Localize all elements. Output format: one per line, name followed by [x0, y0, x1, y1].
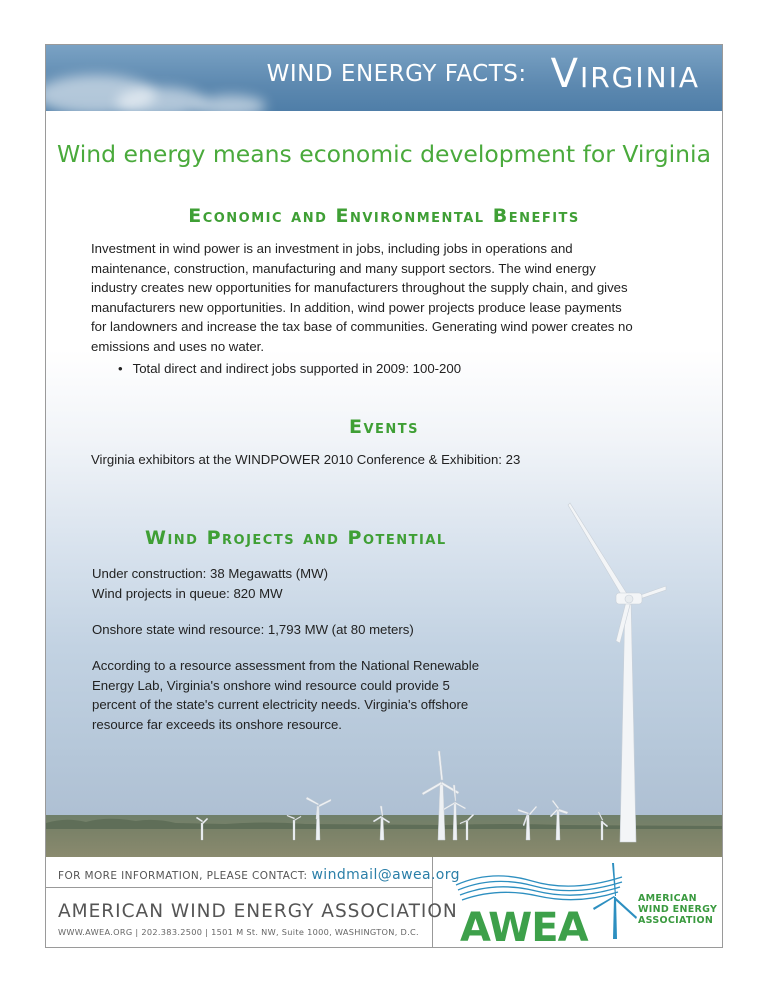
bullet-icon: •: [118, 361, 123, 376]
footer: [46, 857, 722, 948]
contact-label: FOR MORE INFORMATION, PLEASE CONTACT:: [58, 870, 308, 882]
jobs-bullet: [118, 361, 461, 376]
assessment-line: According to a resource assessment from the National Renewable: [92, 658, 480, 673]
awea-logo-line: ASSOCIATION: [638, 915, 714, 926]
header-title: [267, 51, 700, 97]
header-banner: [46, 45, 722, 111]
events-text: Virginia exhibitors at the WINDPOWER 2010 Conference & Exhibition: 23: [91, 452, 521, 467]
awea-logo-words: [638, 893, 717, 926]
header-title-state: Virginia: [550, 51, 700, 97]
header-title-lead: WIND ENERGY FACTS:: [266, 61, 527, 87]
footer-divider: [46, 887, 432, 888]
jobs-bullet-text: Total direct and indirect jobs supported in 2009: 100-200: [132, 361, 462, 376]
benefits-line: emissions and uses no water.: [91, 338, 264, 354]
benefits-line: industry creates new opportunities for manufacturers throughout the supply chain, and gives: [91, 280, 628, 296]
queue-text: Wind projects in queue: 820 MW: [92, 585, 283, 601]
awea-logo-text: AWEA: [460, 905, 588, 947]
benefits-paragraph: [91, 239, 691, 357]
onshore-resource-text: Onshore state wind resource: 1,793 MW (at 80 meters): [92, 622, 414, 637]
contact-email-link[interactable]: windmail@awea.org: [311, 867, 460, 883]
under-construction-text: Under construction: 38 Megawatts (MW): [92, 566, 328, 581]
benefits-heading: Economic and Environmental Benefits: [188, 205, 580, 227]
assessment-paragraph: [92, 656, 522, 734]
association-name: AMERICAN WIND ENERGY ASSOCIATION: [58, 901, 458, 922]
benefits-line: Investment in wind power is an investment in jobs, including jobs in operations and: [91, 241, 573, 256]
treeline: [46, 815, 722, 829]
benefits-line: for landowners and increase the tax base of communities. Generating wind power creates no: [91, 319, 633, 335]
awea-logo: [452, 861, 642, 947]
assessment-line: percent of the state's current electricity needs. Virginia's offshore: [92, 697, 469, 713]
benefits-line: manufacturers new opportunities. In addition, wind power projects produce lease payments: [91, 299, 622, 315]
main-title: Wind energy means economic development for Virginia: [57, 140, 711, 168]
wave-lines-icon: [456, 876, 622, 900]
assessment-line: resource far exceeds its onshore resource.: [92, 716, 342, 732]
assessment-line: Energy Lab, Virginia's onshore wind resource could provide 5: [92, 677, 450, 693]
association-address: WWW.AWEA.ORG | 202.383.2500 | 1501 M St. NW, Suite 1000, WASHINGTON, D.C.: [58, 927, 419, 937]
fact-sheet-page: [45, 44, 723, 948]
awea-logo-line: WIND ENERGY: [638, 904, 718, 915]
benefits-line: maintenance, construction, manufacturing and many support sectors. The wind energy: [91, 260, 596, 276]
cloud-decoration: [196, 95, 266, 111]
awea-logo-line: AMERICAN: [638, 893, 697, 904]
turbine-mark-icon: [593, 863, 637, 939]
cloud-decoration: [116, 87, 206, 111]
contact-line: [58, 867, 460, 883]
projects-heading: Wind Projects and Potential: [145, 527, 447, 549]
projects-capacity: [92, 564, 328, 603]
events-heading: Events: [348, 416, 420, 438]
